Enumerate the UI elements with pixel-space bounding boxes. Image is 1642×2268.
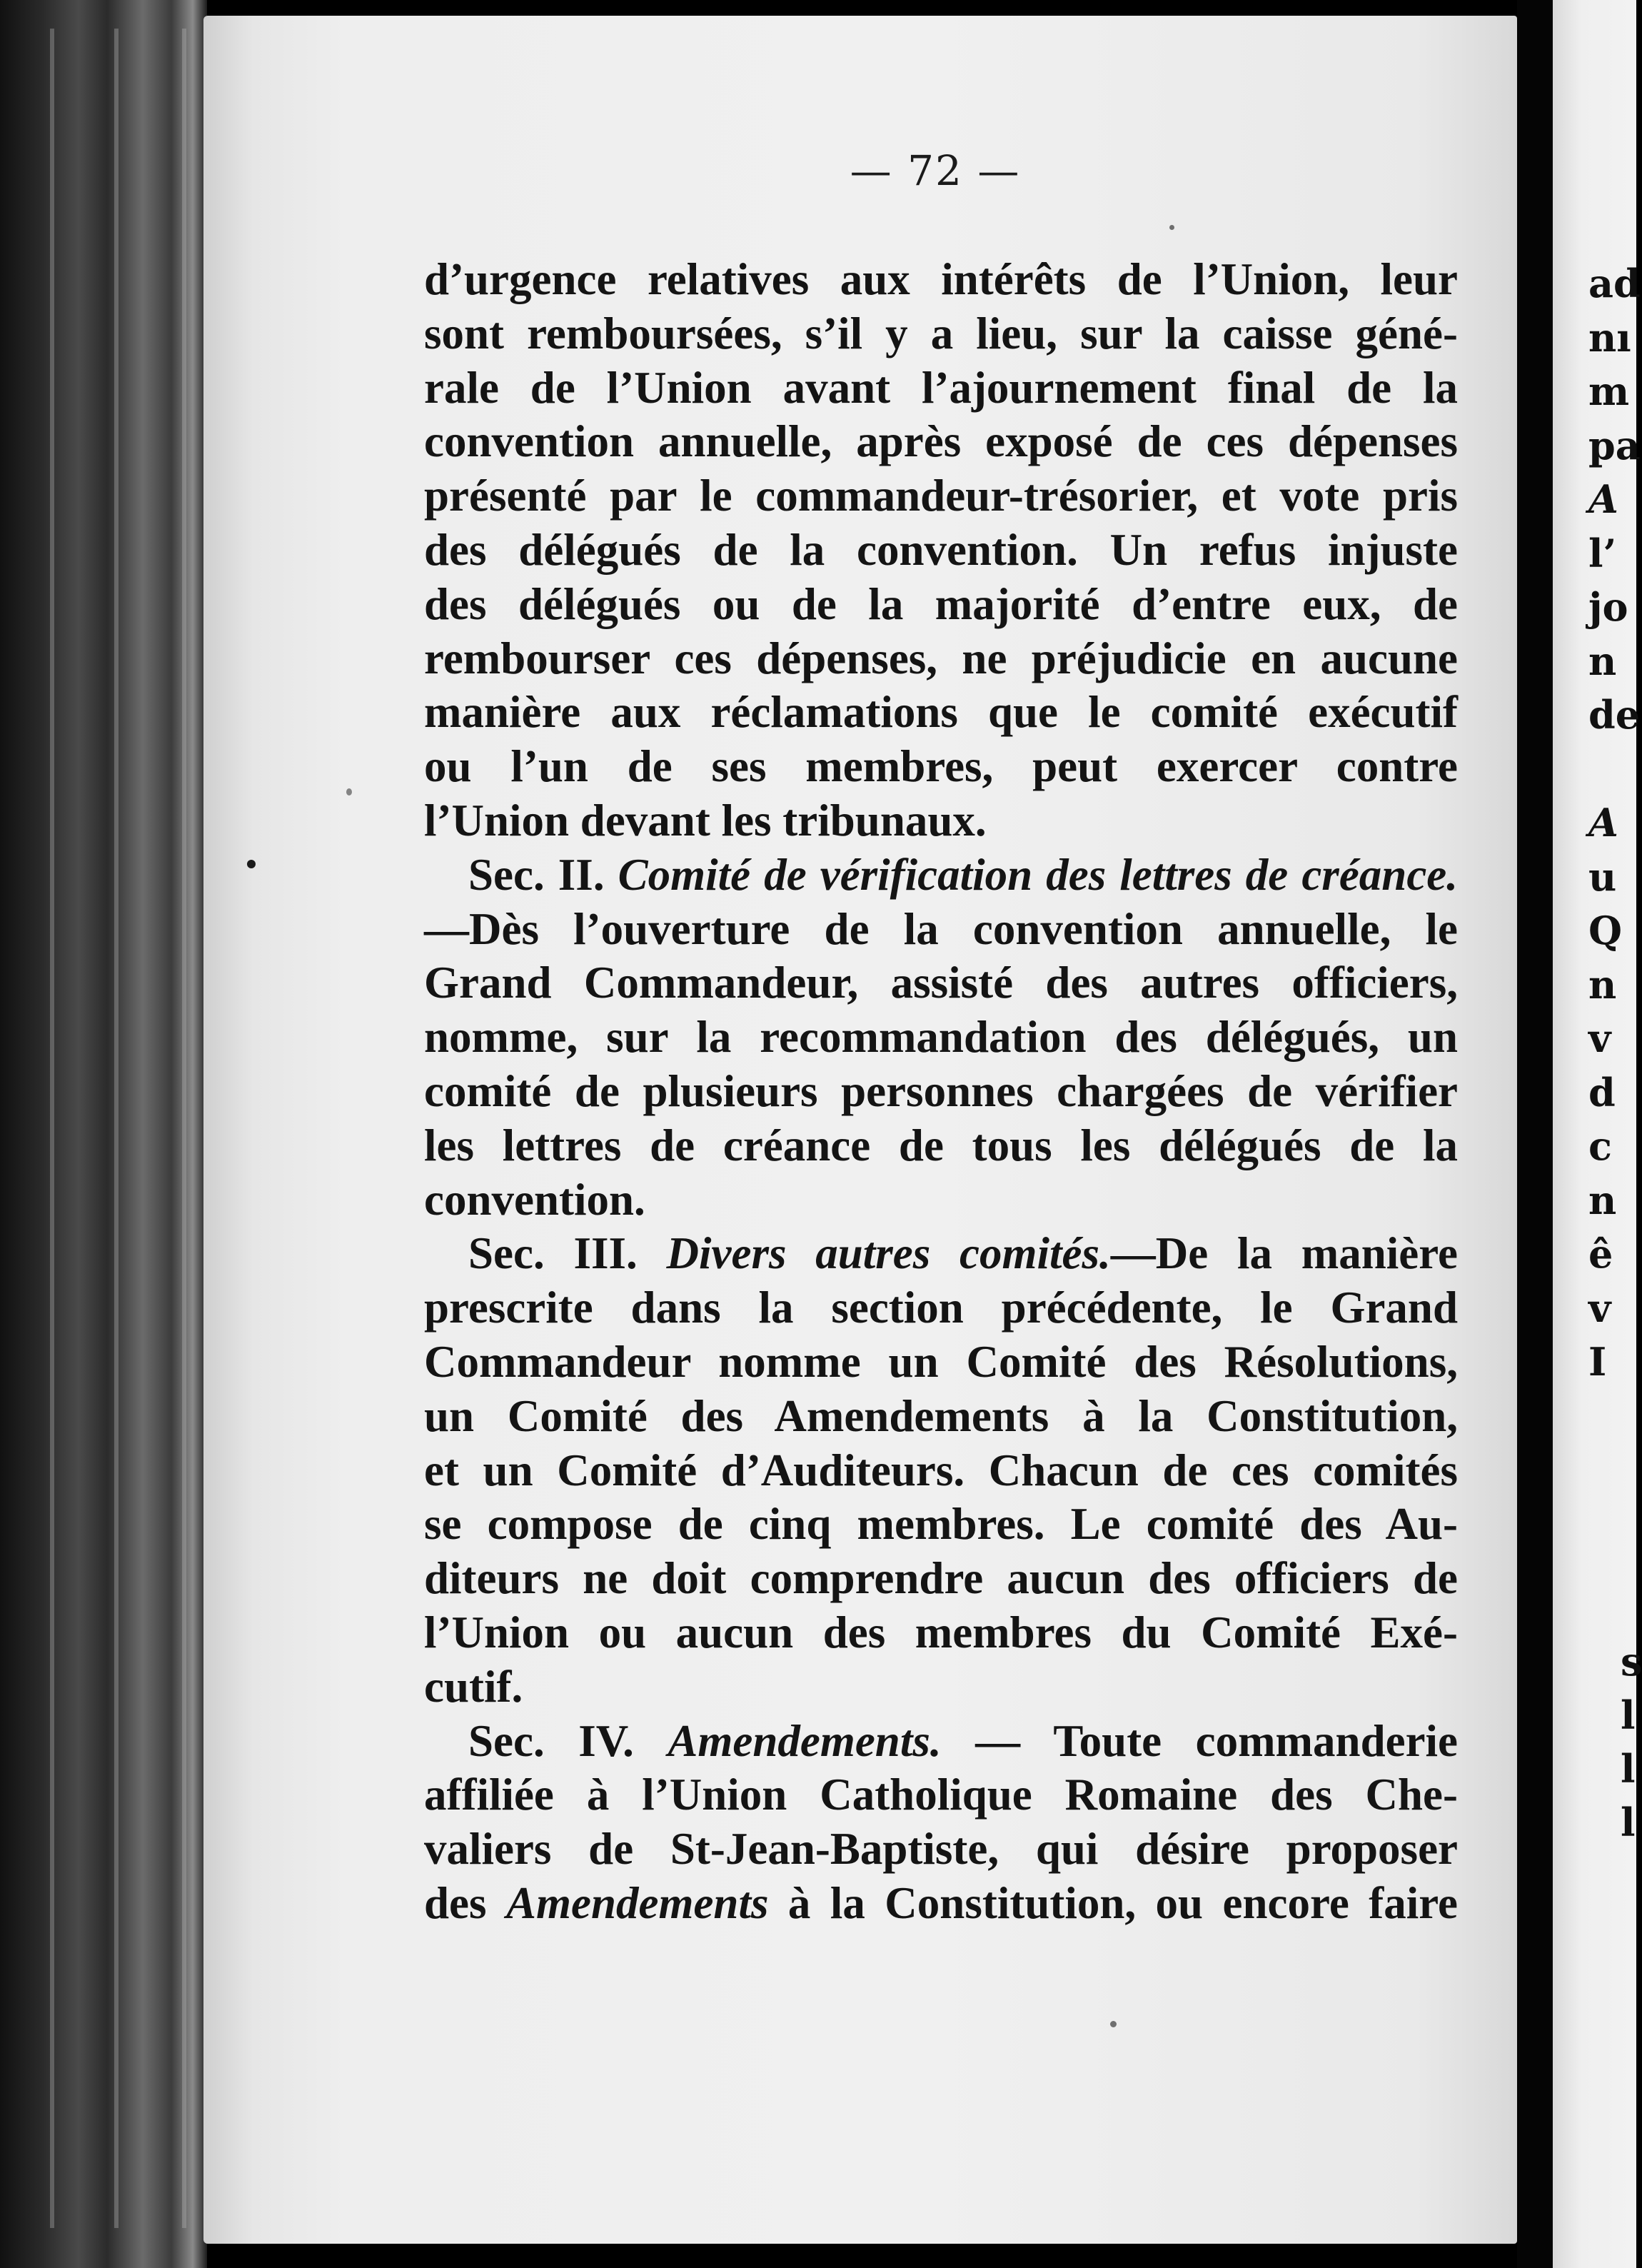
- text-line: [424, 903, 1458, 957]
- facing-fragment: l: [1621, 1746, 1636, 1792]
- text-run: diteurs ne doit comprendre aucun des officiers de: [424, 1553, 1458, 1604]
- text-line: [424, 1335, 1458, 1390]
- text-run: Sec. IV.: [468, 1715, 668, 1766]
- text-line: [424, 794, 1458, 848]
- text-run: se compose de cinq membres. Le comité des Au-: [424, 1499, 1458, 1550]
- text-run: affiliée à l’Union Catholique Romaine des Che-: [424, 1770, 1458, 1820]
- facing-fragment: ad: [1588, 261, 1641, 306]
- scan-speck: [1110, 2021, 1117, 2027]
- facing-fragment: d: [1588, 1069, 1616, 1115]
- text-line: [424, 686, 1458, 740]
- text-run: un Comité des Amendements à la Constitution,: [424, 1390, 1458, 1441]
- text-line: [424, 253, 1458, 307]
- facing-fragment: A: [1588, 800, 1618, 846]
- text-run: les lettres de créance de tous les délégués de la: [424, 1120, 1458, 1170]
- facing-fragment: jo: [1588, 584, 1628, 630]
- text-run: — Toute commanderie: [941, 1715, 1459, 1766]
- text-run: manière aux réclamations que le comité exécutif: [424, 687, 1458, 738]
- text-line: [424, 1173, 1458, 1228]
- text-run: cutif.: [424, 1661, 523, 1712]
- text-run: Sec. III.: [468, 1228, 667, 1279]
- text-line: [424, 307, 1458, 361]
- text-line: [424, 1444, 1458, 1498]
- facing-fragment: u: [1588, 853, 1617, 900]
- text-line: [424, 1552, 1458, 1606]
- facing-fragment: v: [1588, 1015, 1611, 1061]
- facing-fragment: n: [1588, 638, 1617, 684]
- text-line: [424, 1877, 1458, 1931]
- text-line: [424, 848, 1458, 903]
- text-line: [424, 1119, 1458, 1173]
- text-run: Sec. II.: [468, 849, 618, 900]
- facing-fragment: ê: [1588, 1231, 1613, 1277]
- text-run: convention.: [424, 1174, 645, 1225]
- text-run: l’Union devant les tribunaux.: [424, 795, 987, 846]
- facing-fragment: nı: [1588, 314, 1631, 361]
- scan-speck: [1169, 225, 1174, 230]
- text-run: valiers de St-Jean-Baptiste, qui désire proposer: [424, 1824, 1458, 1875]
- text-line: [424, 1227, 1458, 1281]
- facing-fragment: m: [1588, 368, 1630, 414]
- page-gutter: [1517, 0, 1553, 2268]
- facing-fragment: l: [1621, 1692, 1636, 1738]
- text-run: convention annuelle, après exposé de ces dépenses: [424, 416, 1458, 467]
- facing-fragment: l’: [1588, 530, 1617, 576]
- facing-fragment: I: [1588, 1339, 1607, 1385]
- italic-heading: Amendements: [505, 1877, 769, 1928]
- text-run: Commandeur nomme un Comité des Résolutions,: [424, 1336, 1458, 1387]
- italic-heading: Comité de vérification des lettres de créance.: [618, 849, 1458, 900]
- facing-fragment: pa: [1588, 422, 1641, 468]
- book-spine: [0, 0, 207, 2268]
- facing-fragment: Q: [1588, 908, 1623, 953]
- text-run: des: [424, 1877, 506, 1928]
- spine-edge-line: [50, 29, 54, 2228]
- text-run: nomme, sur la recommandation des délégués, un: [424, 1012, 1458, 1063]
- facing-fragment: A: [1588, 476, 1618, 522]
- text-line: [424, 1660, 1458, 1715]
- facing-fragment: c: [1588, 1123, 1612, 1169]
- text-run: ou l’un de ses membres, peut exercer contre: [424, 741, 1458, 792]
- text-run: —De la manière: [1110, 1228, 1458, 1279]
- text-line: [424, 469, 1458, 523]
- text-run: l’Union ou aucun des membres du Comité Exé-: [424, 1607, 1458, 1657]
- facing-fragment: l: [1621, 1800, 1636, 1845]
- text-line: [424, 1065, 1458, 1119]
- facing-page-fragments-upper: [1588, 257, 1641, 1390]
- text-line: [424, 578, 1458, 632]
- italic-heading: Divers autres comités.: [666, 1228, 1111, 1279]
- text-run: Grand Commandeur, assisté des autres officiers,: [424, 958, 1458, 1008]
- text-line: [424, 1768, 1458, 1822]
- text-line: [424, 1606, 1458, 1660]
- text-run: d’urgence relatives aux intérêts de l’Union, leur: [424, 254, 1458, 304]
- text-line: [424, 1390, 1458, 1444]
- text-run: rembourser ces dépenses, ne préjudicie en aucune: [424, 633, 1458, 683]
- facing-fragment: de: [1588, 692, 1641, 738]
- italic-heading: Amendements.: [668, 1715, 942, 1766]
- text-run: comité de plusieurs personnes chargées de vérifier: [424, 1065, 1458, 1116]
- text-line: [424, 632, 1458, 686]
- scan-speck: [247, 860, 256, 868]
- text-line: [424, 956, 1458, 1010]
- text-line: [424, 1822, 1458, 1877]
- text-run: des délégués ou de la majorité d’entre eux, de: [424, 578, 1458, 629]
- text-line: [424, 1497, 1458, 1552]
- text-line: [424, 1010, 1458, 1065]
- facing-fragment: [1588, 743, 1641, 797]
- text-run: rale de l’Union avant l’ajournement final de la: [424, 362, 1458, 413]
- facing-page-fragments-lower: [1621, 1635, 1642, 1850]
- spine-edge-line: [182, 29, 186, 2228]
- text-run: —Dès l’ouverture de la convention annuelle, le: [424, 903, 1458, 954]
- text-run: des délégués de la convention. Un refus injuste: [424, 524, 1458, 575]
- text-line: [424, 361, 1458, 416]
- text-line: [424, 1281, 1458, 1335]
- text-run: et un Comité d’Auditeurs. Chacun de ces comités: [424, 1445, 1458, 1495]
- text-line: [424, 740, 1458, 794]
- text-line: [424, 523, 1458, 578]
- facing-fragment: s: [1621, 1639, 1642, 1685]
- spine-edge-line: [114, 29, 119, 2228]
- text-run: présenté par le commandeur-trésorier, et vote pris: [424, 471, 1458, 521]
- page-body-text: [424, 253, 1458, 1931]
- text-run: à la Constitution, ou encore faire: [768, 1877, 1458, 1928]
- text-line: [424, 1715, 1458, 1769]
- page-number: — 72 —: [850, 146, 1021, 195]
- scan-speck: [346, 788, 352, 796]
- facing-fragment: n: [1588, 1177, 1617, 1223]
- text-run: sont remboursées, s’il y a lieu, sur la caisse géné-: [424, 308, 1458, 358]
- text-run: prescrite dans la section précédente, le Grand: [424, 1283, 1458, 1333]
- facing-fragment: v: [1588, 1285, 1611, 1331]
- facing-fragment: n: [1588, 961, 1617, 1008]
- text-line: [424, 415, 1458, 469]
